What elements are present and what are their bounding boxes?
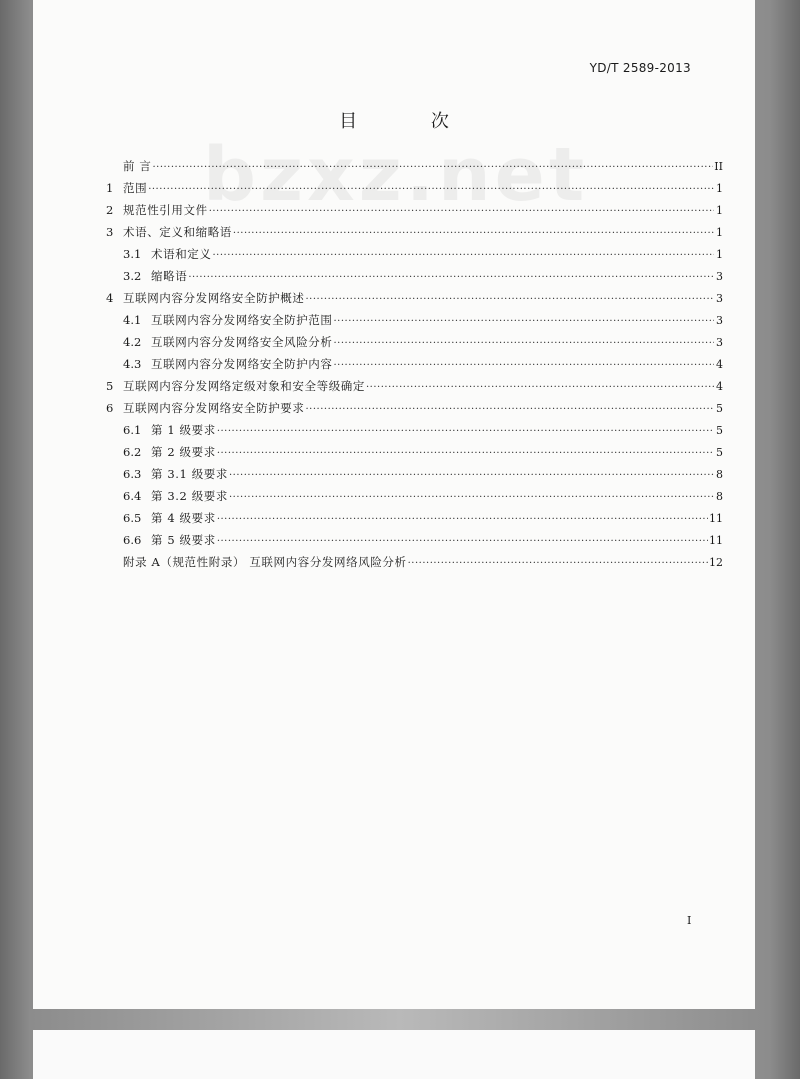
- toc-entry-text: 互联网内容分发网络安全防护范围: [151, 313, 333, 327]
- watermark-text: bzxz.net: [203, 132, 589, 218]
- toc-entry-text: 第 5 级要求: [151, 533, 216, 547]
- toc-title: 目 次: [339, 111, 483, 132]
- toc-leader-dots: [213, 250, 715, 261]
- toc-entry-page: 1: [716, 204, 723, 217]
- toc-entry-4-1[interactable]: [106, 312, 723, 334]
- toc-entry-page: 5: [716, 402, 723, 415]
- toc-entry-number: 6.4: [123, 489, 142, 503]
- toc-entry-page: 1: [716, 248, 723, 261]
- document-page: [33, 0, 755, 1009]
- toc-entry-text: 缩略语: [151, 269, 188, 283]
- toc-leader-dots: [229, 492, 714, 503]
- toc-entry-page: 4: [716, 380, 723, 393]
- toc-entry-number: 4.1: [123, 313, 142, 327]
- toc-entry-1[interactable]: [106, 180, 723, 202]
- toc-entry-text: 互联网内容分发网络定级对象和安全等级确定: [123, 379, 365, 393]
- toc-entry-number: 2: [106, 203, 114, 217]
- toc-leader-dots: [217, 448, 714, 459]
- toc-entry-number: 5: [106, 379, 114, 393]
- toc-entry-6-2[interactable]: [106, 444, 723, 466]
- toc-entry-page: 8: [716, 468, 723, 481]
- toc-entry-text: 附录 A（规范性附录） 互联网内容分发网络风险分析: [123, 555, 407, 569]
- toc-entry-number: 4.3: [123, 357, 142, 371]
- toc-entry-text: 前 言: [123, 159, 152, 173]
- toc-entry-2[interactable]: [106, 202, 723, 224]
- toc-entry-text: 互联网内容分发网络安全防护概述: [123, 291, 305, 305]
- toc-leader-dots: [217, 426, 714, 437]
- toc-leader-dots: [217, 514, 708, 525]
- toc-leader-dots: [233, 228, 714, 239]
- toc-entry-text: 互联网内容分发网络安全防护要求: [123, 401, 305, 415]
- toc-entry-text: 术语、定义和缩略语: [123, 225, 232, 239]
- toc-entry-page: 3: [716, 314, 723, 327]
- toc-entry-6-6[interactable]: [106, 532, 723, 554]
- toc-entry-text: 第 3.2 级要求: [151, 489, 228, 503]
- toc-entry-text: 第 4 级要求: [151, 511, 216, 525]
- toc-leader-dots: [148, 184, 714, 195]
- toc-leader-dots: [188, 272, 714, 283]
- toc-entry-page: 3: [716, 270, 723, 283]
- toc-entry-page: 1: [716, 182, 723, 195]
- toc-entry-number: 6.5: [123, 511, 142, 525]
- toc-entry-4-3[interactable]: [106, 356, 723, 378]
- toc-entry-3[interactable]: [106, 224, 723, 246]
- toc-entry-text: 规范性引用文件: [123, 203, 208, 217]
- toc-entry-3-1[interactable]: [106, 246, 723, 268]
- toc-entry-6-1[interactable]: [106, 422, 723, 444]
- toc-entry-number: 3.1: [123, 247, 142, 261]
- toc-entry-text: 范围: [123, 181, 148, 195]
- toc-leader-dots: [306, 294, 715, 305]
- toc-leader-dots: [408, 558, 708, 569]
- toc-entry-text: 互联网内容分发网络安全防护内容: [151, 357, 333, 371]
- toc-leader-dots: [229, 470, 714, 481]
- page-number: I: [687, 914, 692, 927]
- toc-entry-page: 4: [716, 358, 723, 371]
- table-of-contents: [106, 158, 723, 576]
- toc-entry-6-4[interactable]: [106, 488, 723, 510]
- toc-entry-number: 6.1: [123, 423, 142, 437]
- toc-entry-page: 3: [716, 336, 723, 349]
- toc-entry-3-2[interactable]: [106, 268, 723, 290]
- toc-entry-page: II: [714, 160, 723, 173]
- standard-number: YD/T 2589-2013: [589, 61, 691, 75]
- toc-entry-number: 4: [106, 291, 114, 305]
- toc-leader-dots: [366, 382, 714, 393]
- toc-leader-dots: [334, 316, 715, 327]
- toc-entry-page: 1: [716, 226, 723, 239]
- toc-leader-dots: [306, 404, 715, 415]
- toc-entry-text: 互联网内容分发网络安全风险分析: [151, 335, 333, 349]
- toc-leader-dots: [152, 162, 713, 173]
- toc-entry-number: 6.6: [123, 533, 142, 547]
- toc-entry-number: 4.2: [123, 335, 142, 349]
- toc-entry-appendix-a[interactable]: [106, 554, 723, 576]
- next-page-edge: [33, 1030, 755, 1079]
- toc-entry-number: 6.3: [123, 467, 142, 481]
- toc-entry-page: 5: [716, 424, 723, 437]
- toc-entry-4[interactable]: [106, 290, 723, 312]
- toc-entry-5[interactable]: [106, 378, 723, 400]
- toc-leader-dots: [334, 360, 715, 371]
- toc-entry-foreword[interactable]: [106, 158, 723, 180]
- toc-entry-6-5[interactable]: [106, 510, 723, 532]
- toc-entry-text: 第 3.1 级要求: [151, 467, 228, 481]
- toc-entry-page: 11: [709, 534, 723, 547]
- toc-entry-4-2[interactable]: [106, 334, 723, 356]
- toc-entry-number: 6.2: [123, 445, 142, 459]
- toc-entry-number: 6: [106, 401, 114, 415]
- toc-entry-page: 5: [716, 446, 723, 459]
- toc-entry-page: 3: [716, 292, 723, 305]
- toc-entry-text: 第 1 级要求: [151, 423, 216, 437]
- toc-entry-6[interactable]: [106, 400, 723, 422]
- toc-entry-text: 第 2 级要求: [151, 445, 216, 459]
- toc-leader-dots: [217, 536, 708, 547]
- toc-leader-dots: [334, 338, 715, 349]
- toc-entry-number: 3: [106, 225, 114, 239]
- toc-entry-page: 12: [709, 556, 723, 569]
- toc-entry-number: 1: [106, 181, 114, 195]
- toc-entry-page: 11: [709, 512, 723, 525]
- toc-leader-dots: [209, 206, 714, 217]
- toc-entry-page: 8: [716, 490, 723, 503]
- toc-entry-text: 术语和定义: [151, 247, 212, 261]
- toc-entry-6-3[interactable]: [106, 466, 723, 488]
- toc-entry-number: 3.2: [123, 269, 142, 283]
